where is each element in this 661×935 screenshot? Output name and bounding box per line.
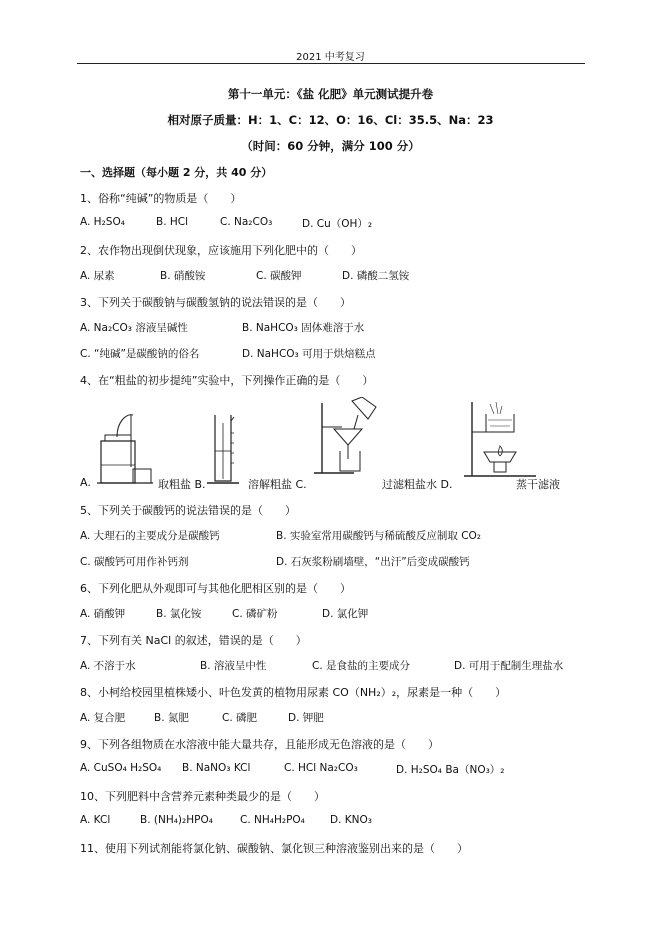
question-4-stem: 4、在“粗盐的初步提纯”实验中，下列操作正确的是（ ） xyxy=(80,374,374,387)
q5-option-d: D. 石灰浆粉刷墙壁，“出汗”后变成碳酸钙 xyxy=(276,556,470,568)
q2-option-c: C. 碳酸钾 xyxy=(256,270,302,282)
q3-option-b: B. NaHCO₃ 固体难溶于水 xyxy=(242,322,365,334)
q4-label-take-salt: 取粗盐 B. xyxy=(158,478,206,491)
q8-option-a: A. 复合肥 xyxy=(80,712,126,724)
question-7-stem: 7、下列有关 NaCl 的叙述，错误的是（ ） xyxy=(80,634,307,647)
atomic-mass-line: 相对原子质量：H：1、C：12、O：16、Cl：35.5、Na：23 xyxy=(167,113,494,127)
take-salt-figure xyxy=(95,405,155,487)
q2-option-a: A. 尿素 xyxy=(80,270,115,282)
page-header: 2021 中考复习 xyxy=(296,52,365,63)
q5-option-a: A. 大理石的主要成分是碳酸钙 xyxy=(80,530,220,542)
q6-option-c: C. 磷矿粉 xyxy=(232,608,278,620)
question-3-stem: 3、下列关于碳酸钠与碳酸氢钠的说法错误的是（ ） xyxy=(80,296,351,309)
q8-option-b: B. 氮肥 xyxy=(154,712,189,724)
q6-option-d: D. 氯化钾 xyxy=(322,608,369,620)
q9-option-c: C. HCl Na₂CO₃ xyxy=(284,762,358,774)
q7-option-d: D. 可用于配制生理盐水 xyxy=(454,660,564,672)
question-9-stem: 9、下列各组物质在水溶液中能大量共存，且能形成无色溶液的是（ ） xyxy=(80,738,439,751)
question-6-stem: 6、下列化肥从外观即可与其他化肥相区别的是（ ） xyxy=(80,582,351,595)
q5-option-c: C. 碳酸钙可用作补钙剂 xyxy=(80,556,189,568)
q9-option-b: B. NaNO₃ KCl xyxy=(182,762,251,774)
question-5-stem: 5、下列关于碳酸钙的说法错误的是（ ） xyxy=(80,504,296,517)
q3-option-d: D. NaHCO₃ 可用于烘焙糕点 xyxy=(242,348,376,360)
q2-option-d: D. 磷酸二氢铵 xyxy=(342,270,410,282)
evaporate-figure xyxy=(460,400,540,482)
q1-option-a: A. H₂SO₄ xyxy=(80,216,125,228)
q10-option-c: C. NH₄H₂PO₄ xyxy=(240,814,305,826)
q4-label-filter: 过滤粗盐水 D. xyxy=(382,478,453,491)
q4-option-a: A. xyxy=(80,476,91,489)
header-divider xyxy=(77,63,585,64)
q1-option-d: D. Cu（OH）₂ xyxy=(302,218,373,230)
section-heading: 一、选择题（每小题 2 分，共 40 分） xyxy=(80,166,273,179)
question-11-stem: 11、使用下列试剂能将氯化钠、碳酸钠、氯化钡三种溶液鉴别出来的是（ ） xyxy=(80,842,468,855)
q10-option-b: B. (NH₄)₂HPO₄ xyxy=(140,814,213,826)
question-8-stem: 8、小柯给校园里植株矮小、叶色发黄的植物用尿素 CO（NH₂）₂，尿素是一种（ ） xyxy=(80,686,507,699)
time-score-line: （时间：60 分钟，满分 100 分） xyxy=(241,139,420,153)
q4-label-evaporate: 蒸干滤液 xyxy=(516,478,560,491)
question-2-stem: 2、农作物出现倒伏现象，应该施用下列化肥中的（ ） xyxy=(80,244,362,257)
q4-label-dissolve: 溶解粗盐 C. xyxy=(248,478,307,491)
q10-option-a: A. KCl xyxy=(80,814,111,826)
q9-option-d: D. H₂SO₄ Ba（NO₃）₂ xyxy=(396,764,505,776)
q3-option-a: A. Na₂CO₃ 溶液呈碱性 xyxy=(80,322,188,334)
q9-option-a: A. CuSO₄ H₂SO₄ xyxy=(80,762,162,774)
q5-option-b: B. 实验室常用碳酸钙与稀硫酸反应制取 CO₂ xyxy=(276,530,482,542)
q3-option-c: C. “纯碱”是碳酸钠的俗名 xyxy=(80,348,200,360)
dissolve-salt-figure xyxy=(205,413,245,487)
q8-option-c: C. 磷肥 xyxy=(222,712,258,724)
exam-title: 第十一单元：《盐 化肥》单元测试提升卷 xyxy=(227,87,434,101)
q7-option-c: C. 是食盐的主要成分 xyxy=(312,660,411,672)
question-10-stem: 10、下列肥料中含营养元素种类最少的是（ ） xyxy=(80,790,325,803)
q8-option-d: D. 钾肥 xyxy=(288,712,324,724)
q1-option-b: B. HCl xyxy=(156,216,189,228)
q6-option-b: B. 氯化铵 xyxy=(156,608,202,620)
filter-figure xyxy=(312,397,382,479)
q2-option-b: B. 硝酸铵 xyxy=(160,270,206,282)
q1-option-c: C. Na₂CO₃ xyxy=(220,216,273,228)
q10-option-d: D. KNO₃ xyxy=(330,814,372,826)
q7-option-a: A. 不溶于水 xyxy=(80,660,136,672)
q7-option-b: B. 溶液呈中性 xyxy=(200,660,267,672)
q6-option-a: A. 硝酸钾 xyxy=(80,608,126,620)
question-1-stem: 1、俗称“纯碱”的物质是（ ） xyxy=(80,192,242,205)
